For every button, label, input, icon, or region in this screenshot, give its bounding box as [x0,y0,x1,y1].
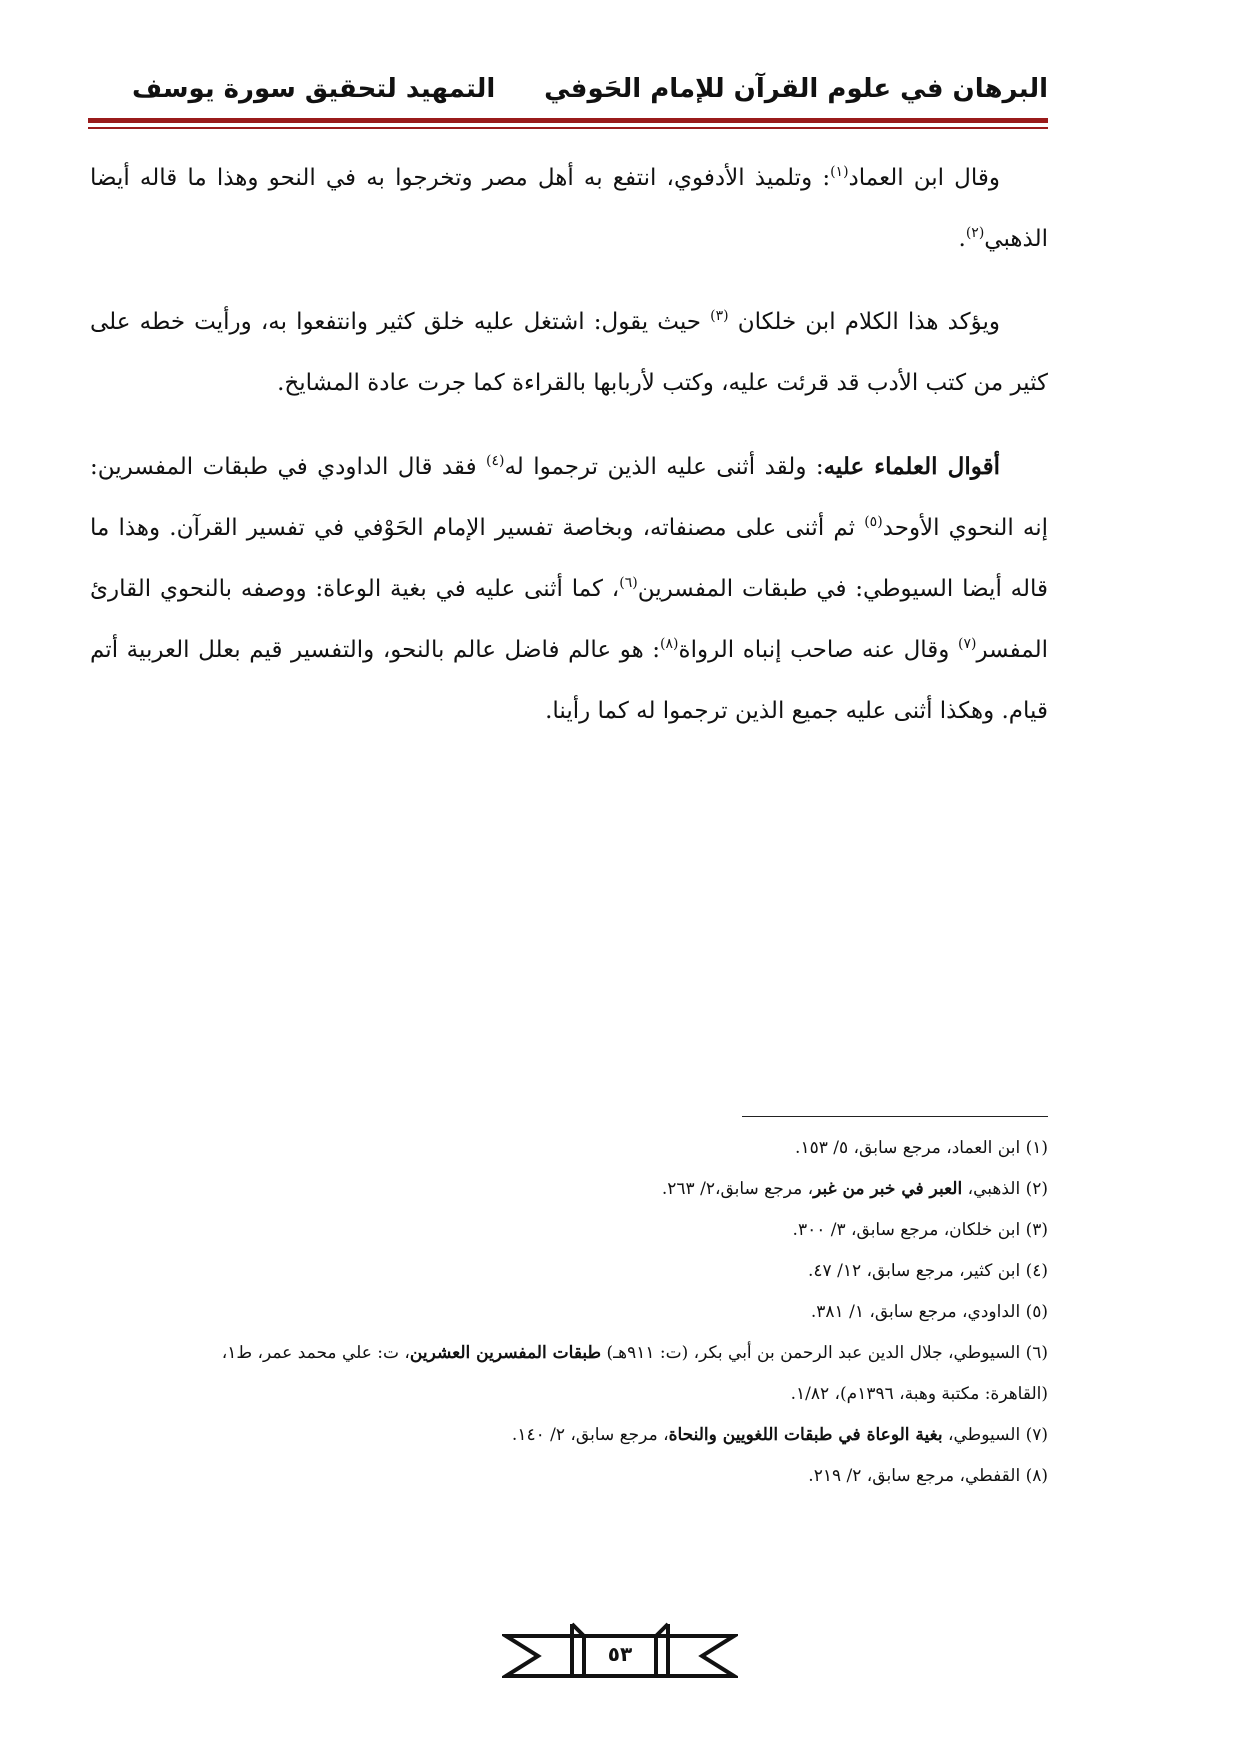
footnote-reference: (٨) [660,636,679,652]
text-run: (٦) السيوطي، جلال الدين عبد الرحمن بن أبي بكر، (ت: ٩١١هـ) [601,1343,1048,1363]
text-run: (٨) القفطي، مرجع سابق، ٢/ ٢١٩. [808,1466,1048,1486]
footnote-5 [90,1292,1048,1333]
text-run: ، ت: علي محمد عمر، ط١، [221,1343,410,1363]
text-run: (٤) ابن كثير، مرجع سابق، ١٢/ ٤٧. [808,1261,1048,1281]
footnote-8 [90,1456,1048,1497]
bold-text: العبر في خبر من غبر [813,1179,963,1199]
footnote-reference: (٣) [710,308,729,324]
text-run: : هو عالم فاضل عالم بالنحو، والتفسير قيم بعلل العربية أتم قيام. وهكذا أثنى عليه جميع الذين ترجموا له كما رأينا. [90,637,1048,724]
text-run: ، كما أثنى عليه في بغية الوعاة: ووصفه بالنحوي القارئ المفسر [90,576,1048,663]
text-run: (٣) ابن خلكان، مرجع سابق، ٣/ ٣٠٠. [792,1220,1048,1240]
text-run: (٥) الداودي، مرجع سابق، ١/ ٣٨١. [810,1302,1048,1322]
header-rule-thick [88,118,1048,123]
paragraph-1 [90,148,1048,270]
page-number: ٥٣ [607,1642,633,1666]
text-run: . [958,226,966,252]
footnote-reference: (١) [830,164,849,180]
text-run: ، مرجع سابق،٢/ ٢٦٣. [661,1179,814,1199]
footnote-3 [90,1210,1048,1251]
main-text [90,148,1048,764]
footnote-reference: (٦) [619,575,638,591]
running-header [132,74,1048,112]
text-run: (القاهرة: مكتبة وهبة، ١٣٩٦م)، ١/٨٢. [790,1384,1048,1404]
footnote-reference: (٧) [957,636,977,652]
footnote-reference: (٢) [965,225,985,241]
section-title: التمهيد لتحقيق سورة يوسف [132,74,496,104]
text-run: فقد قال الداودي في طبقات المفسرين: إنه النحوي الأوحد [90,454,1048,541]
text-run: حيث يقول: اشتغل عليه خلق كثير وانتفعوا به، ورأيت خطه على كثير من كتب الأدب قد قرئت عليه، وكتب لأربابها بالقراءة كما جرت عادة المشايخ. [90,309,1048,396]
text-run: ، مرجع سابق، ٢/ ١٤٠. [511,1425,669,1445]
footnote-separator [742,1116,1048,1117]
text-run: وقال عنه صاحب إنباه الرواة [678,637,958,663]
footnote-reference: (٤) [485,453,505,469]
footnote-reference: (٥) [864,514,883,530]
footnote-1 [90,1128,1048,1169]
text-run: (١) ابن العماد، مرجع سابق، ٥/ ١٥٣. [795,1138,1048,1158]
footnote-6 [90,1333,1048,1374]
footnote-6-continued [90,1374,1048,1415]
text-run: (٢) الذهبي، [962,1179,1048,1199]
footnote-2 [90,1169,1048,1210]
paragraph-2 [90,292,1048,414]
text-run: ويؤكد هذا الكلام ابن خلكان [728,309,1000,335]
bold-text: بغية الوعاة في طبقات اللغويين والنحاة [668,1425,943,1445]
text-run: (٧) السيوطي، [942,1425,1048,1445]
text-run: ثم أثنى على مصنفاته، وبخاصة تفسير الإمام الحَوْفي في تفسير القرآن. وهذا ما قاله أيضا السيوطي: في طبقات المفسرين [90,515,1048,602]
footnote-7 [90,1415,1048,1456]
text-run: : ولقد أثنى عليه الذين ترجموا له [504,454,824,480]
book-title: البرهان في علوم القرآن للإمام الحَوفي [544,74,1048,104]
text-run: وقال ابن العماد [848,165,1000,191]
footnotes [90,1128,1048,1497]
text-run: : وتلميذ الأدفوي، انتفع به أهل مصر وتخرجوا به في النحو وهذا ما قاله أيضا الذهبي [90,165,1048,252]
header-rule-thin [88,127,1048,129]
paragraph-3 [90,436,1048,742]
bold-text: أقوال العلماء عليه [823,453,1000,480]
bold-text: طبقات المفسرين العشرين [409,1343,602,1363]
footnote-4 [90,1251,1048,1292]
